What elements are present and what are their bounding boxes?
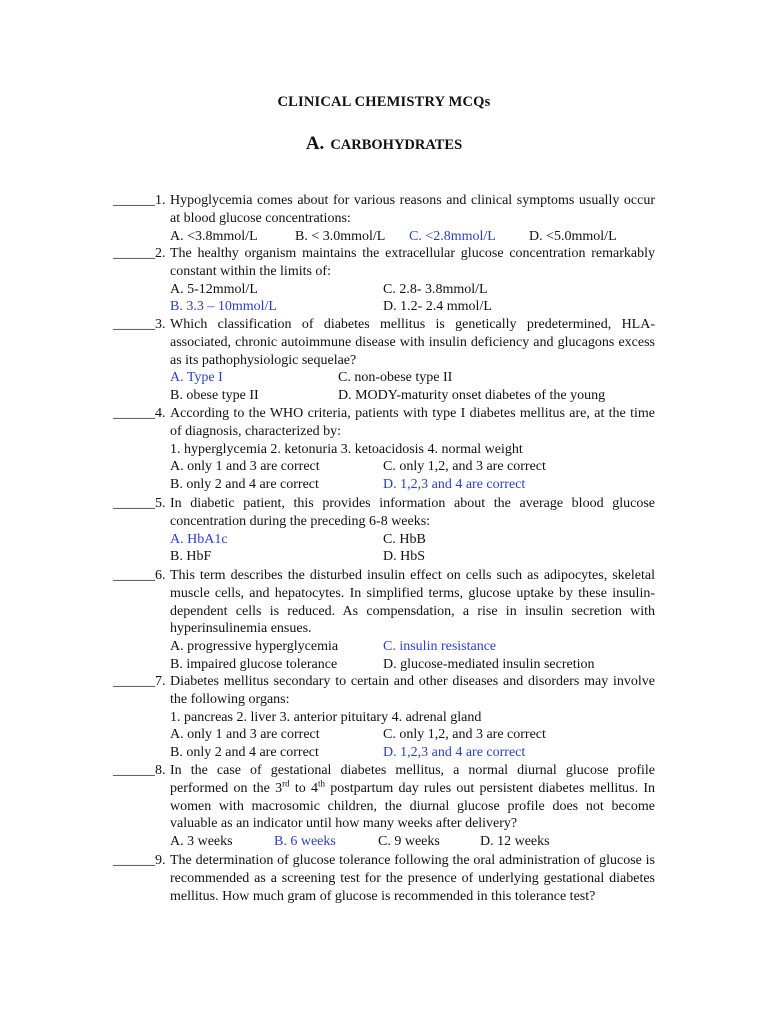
options-row — [170, 548, 655, 566]
numbered-items: 1. hyperglycemia 2. ketonuria 3. ketoacidosis 4. normal weight — [170, 441, 523, 457]
option-c-answer: C. insulin resistance — [383, 639, 497, 655]
option-c-answer: C. <2.8mmol/L — [409, 228, 496, 244]
question-7 — [113, 673, 655, 762]
options-row — [170, 458, 655, 476]
question-text: The healthy organism maintains the extracellular glucose concentration remarkably constant within the limits of: — [170, 246, 655, 279]
option-c: C. 2.8- 3.8mmol/L — [383, 281, 488, 297]
options-row — [170, 744, 655, 762]
option-d: D. MODY-maturity onset diabetes of the young — [338, 388, 606, 404]
section-name: CARBOHYDRATES — [330, 137, 463, 153]
option-b: B. only 2 and 4 are correct — [170, 745, 319, 761]
option-b-answer: B. 3.3 – 10mmol/L — [170, 299, 277, 315]
option-c: C. only 1,2, and 3 are correct — [383, 727, 546, 743]
option-b-answer: B. 6 weeks — [274, 834, 336, 850]
options-row — [170, 387, 655, 405]
options-row — [170, 726, 655, 744]
options-row — [170, 833, 655, 851]
option-c: C. 9 weeks — [378, 834, 440, 850]
question-number: ______1. — [113, 193, 166, 208]
question-5 — [113, 495, 655, 566]
question-number: ______8. — [113, 763, 166, 778]
option-d: D. HbS — [383, 549, 426, 565]
option-b: B. impaired glucose tolerance — [170, 656, 338, 672]
question-number: ______5. — [113, 496, 166, 511]
option-a: A. <3.8mmol/L — [170, 228, 258, 244]
question-3 — [113, 316, 655, 405]
options-row — [170, 298, 655, 316]
question-number: ______7. — [113, 674, 166, 689]
option-c: C. HbB — [383, 531, 426, 547]
document-title: CLINICAL CHEMISTRY MCQs — [277, 94, 491, 110]
question-text: Diabetes mellitus secondary to certain and other diseases and disorders may involve the following organs: — [170, 674, 655, 707]
option-b: B. HbF — [170, 549, 212, 565]
option-d: D. glucose-mediated insulin secretion — [383, 656, 595, 672]
question-1 — [113, 192, 655, 245]
question-6 — [113, 567, 655, 674]
option-d: D. 12 weeks — [480, 834, 550, 850]
question-number: ______3. — [113, 317, 166, 332]
section-letter: A. — [305, 133, 325, 154]
option-a: A. 5-12mmol/L — [170, 281, 258, 297]
question-9 — [113, 852, 655, 905]
options-row — [170, 656, 655, 674]
option-a: A. only 1 and 3 are correct — [170, 727, 320, 743]
option-a: A. 3 weeks — [170, 834, 233, 850]
options-row — [170, 531, 655, 549]
question-2 — [113, 245, 655, 316]
option-d: D. <5.0mmol/L — [529, 228, 617, 244]
option-d: D. 1.2- 2.4 mmol/L — [383, 299, 492, 315]
numbered-items: 1. pancreas 2. liver 3. anterior pituitary 4. adrenal gland — [170, 709, 482, 725]
question-number: ______6. — [113, 568, 166, 583]
section-heading — [0, 133, 768, 155]
options-row — [170, 476, 655, 494]
question-text: The determination of glucose tolerance following the oral administration of glucose is recommended as a screening test for the presence of underlying gestational diabetes mellitus. How much gram of glucose is recommended in this tolerance test? — [170, 853, 655, 904]
option-a-answer: A. Type I — [170, 370, 223, 386]
question-text: Which classification of diabetes mellitus is genetically predetermined, HLA-associated, chronic autoimmune disease with insulin deficiency and glucagons excess as its pathophysiologic sequelae? — [170, 317, 655, 368]
option-a: A. only 1 and 3 are correct — [170, 459, 320, 475]
options-row — [170, 281, 655, 299]
question-8 — [113, 762, 655, 851]
option-d-answer: D. 1,2,3 and 4 are correct — [383, 745, 526, 761]
question-text: This term describes the disturbed insulin effect on cells such as adipocytes, skeletal muscle cells, and hepatocytes. In simplified terms, glucose uptake by these insulin-dependent cells is reduced. As compensdation, a rise in insulin secretion with hyperinsulinemia ensues. — [170, 568, 655, 637]
options-row — [170, 369, 655, 387]
options-row — [170, 638, 655, 656]
option-a: A. progressive hyperglycemia — [170, 639, 339, 655]
options-row — [170, 228, 655, 246]
option-c: C. only 1,2, and 3 are correct — [383, 459, 546, 475]
question-text: In the case of gestational diabetes mellitus, a normal diurnal glucose profile performed on the 3rd to 4th postpartum day rules out persistent diabetes mellitus. In women with macrosomic children, the diurnal glucose profile does not become valuable as an indicator until how many weeks after delivery? — [170, 763, 656, 832]
question-number: ______9. — [113, 853, 166, 868]
question-text: In diabetic patient, this provides information about the average blood glucose concentration during the preceding 6-8 weeks: — [170, 496, 655, 529]
question-number: ______2. — [113, 246, 166, 261]
question-4 — [113, 405, 655, 494]
option-b: B. only 2 and 4 are correct — [170, 477, 319, 493]
option-b: B. < 3.0mmol/L — [295, 228, 386, 244]
option-a-answer: A. HbA1c — [170, 531, 228, 547]
option-b: B. obese type II — [170, 388, 259, 404]
question-text: Hypoglycemia comes about for various reasons and clinical symptoms usually occur at blood glucose concentrations: — [170, 193, 655, 226]
option-d-answer: D. 1,2,3 and 4 are correct — [383, 477, 526, 493]
question-text: According to the WHO criteria, patients with type I diabetes mellitus are, at the time of diagnosis, characterized by: — [170, 406, 655, 439]
option-c: C. non-obese type II — [338, 370, 453, 386]
question-number: ______4. — [113, 406, 166, 421]
